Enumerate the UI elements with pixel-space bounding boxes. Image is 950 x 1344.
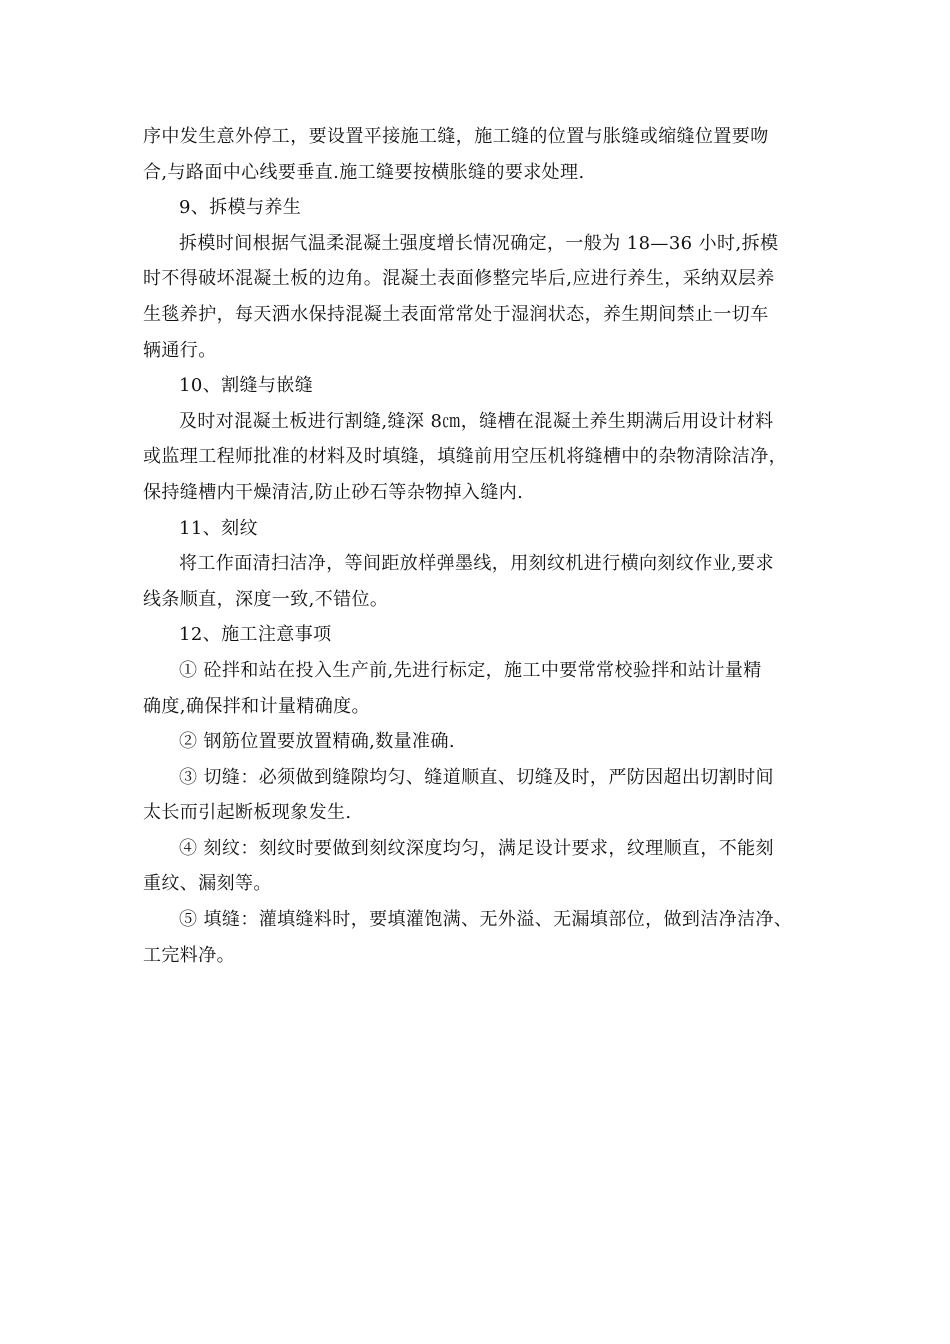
text-line: 序中发生意外停工，要设置平接施工缝，施工缝的位置与胀缝或缩缝位置要吻 <box>143 126 769 147</box>
text-line: 保持缝槽内干燥清洁,防止砂石等杂物掉入缝内. <box>143 481 524 503</box>
text-line: 重纹、漏刻等。 <box>143 873 272 895</box>
text-line: 时不得破坏混凝土板的边角。混凝土表面修整完毕后,应进行养生，采纳双层养 <box>143 268 775 290</box>
document-body <box>143 119 813 973</box>
text-line: 及时对混凝土板进行割缝,缝深 8㎝，缝槽在混凝土养生期满后用设计材料 <box>179 410 774 432</box>
section-heading-9: 9、拆模与养生 <box>179 197 302 219</box>
text-line: 或监理工程师批准的材料及时填缝，填缝前用空压机将缝槽中的杂物清除洁净， <box>143 446 787 468</box>
text-line: 工完料净。 <box>143 944 235 966</box>
section-heading-12: 12、施工注意事项 <box>179 624 332 646</box>
text-line: 太长而引起断板现象发生. <box>143 802 352 824</box>
text-line: 生毯养护，每天洒水保持混凝土表面常常处于湿润状态，养生期间禁止一切车 <box>143 303 769 325</box>
list-item-5: ⑤ 填缝：灌填缝料时，要填灌饱满、无外溢、无漏填部位，做到洁净洁净、 <box>179 909 793 931</box>
list-item-2: ② 钢筋位置要放置精确,数量准确. <box>179 731 455 753</box>
list-item-3: ③ 切缝：必须做到缝隙均匀、缝道顺直、切缝及时，严防因超出切割时间 <box>179 766 774 788</box>
text-line: 拆模时间根据气温柔混凝土强度增长情况确定，一般为 18—36 小时,拆模 <box>179 232 779 254</box>
list-item-4: ④ 刻纹：刻纹时要做到刻纹深度均匀，满足设计要求，纹理顺直，不能刻 <box>179 837 774 859</box>
list-item-1: ① 砼拌和站在投入生产前,先进行标定，施工中要常常校验拌和站计量精 <box>179 659 762 681</box>
text-line: 合,与路面中心线要垂直.施工缝要按横胀缝的要求处理. <box>143 161 585 183</box>
text-line: 确度,确保拌和计量精确度。 <box>143 695 370 717</box>
text-line: 线条顺直，深度一致,不错位。 <box>143 588 389 610</box>
text-line: 辆通行。 <box>143 339 217 361</box>
section-heading-10: 10、割缝与嵌缝 <box>179 375 314 397</box>
text-line: 将工作面清扫洁净，等间距放样弹墨线，用刻纹机进行横向刻纹作业,要求 <box>179 553 774 575</box>
section-heading-11: 11、刻纹 <box>179 517 258 539</box>
